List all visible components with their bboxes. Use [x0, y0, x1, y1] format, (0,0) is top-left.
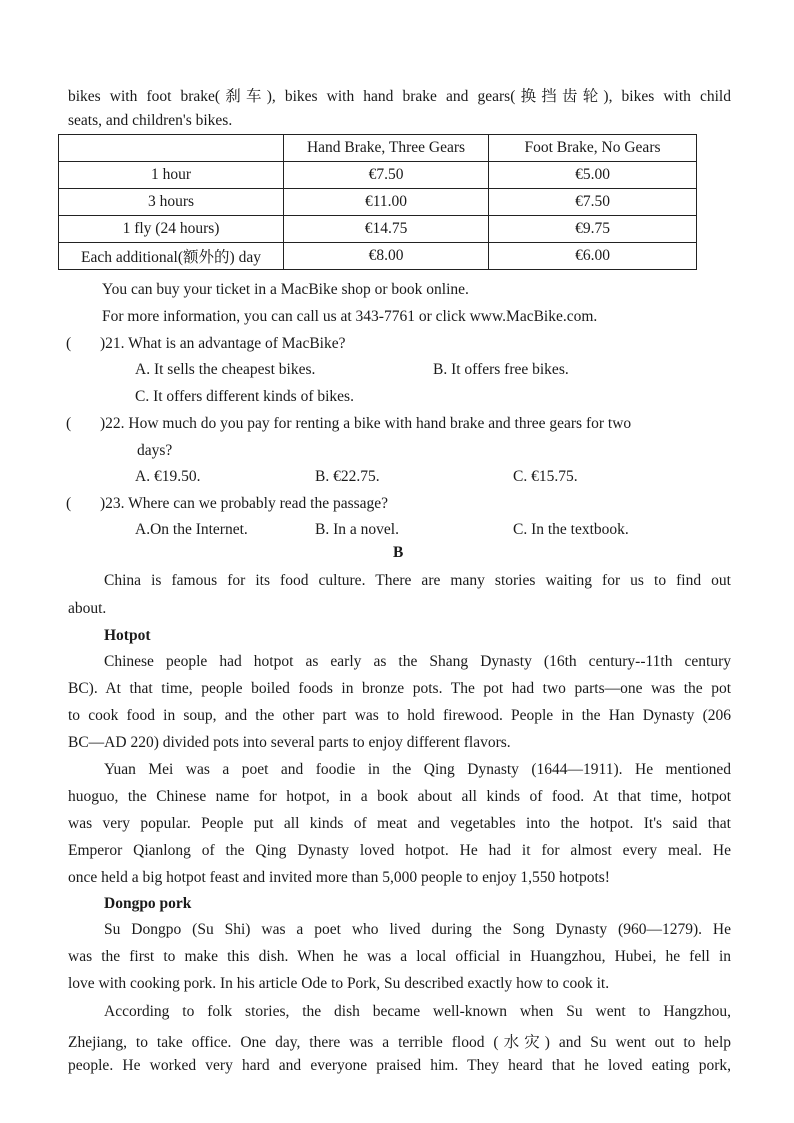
table-cell: 3 hours	[59, 189, 284, 216]
table-cell: 1 hour	[59, 162, 284, 189]
info-line-1: You can buy your ticket in a MacBike shop or book online.	[102, 281, 469, 298]
hotpot-p1-line: Chinese people had hotpot as early as the Shang Dynasty (16th century--11th century	[104, 653, 731, 670]
section-b-label: B	[393, 544, 404, 561]
hotpot-p1-line: BC—AD 220) divided pots into several parts to enjoy different flavors.	[68, 734, 511, 751]
section-b-intro-line-2: about.	[68, 600, 107, 617]
dongpo-p2-line: people. He worked very hard and everyone praised him. They heard that he loved eating pork,	[68, 1057, 731, 1074]
table-header-cell: Foot Brake, No Gears	[489, 135, 697, 162]
answer-blank-22[interactable]: (	[66, 415, 72, 432]
dongpo-p2-line: Zhejiang, to take office. One day, there was a terrible flood (水灾) and Su went out to help	[68, 1034, 731, 1051]
info-line-2: For more information, you can call us at 343-7761 or click www.MacBike.com.	[102, 308, 598, 325]
question-22-option-a: A. €19.50.	[135, 468, 201, 485]
question-22-stem-cont: days?	[137, 442, 173, 459]
table-header-cell	[59, 135, 284, 162]
table-row	[59, 189, 697, 216]
question-21-option-c: C. It offers different kinds of bikes.	[135, 388, 354, 405]
table-cell: €14.75	[284, 216, 489, 243]
hotpot-p2-line: once held a big hotpot feast and invited more than 5,000 people to enjoy 1,550 hotpots!	[68, 869, 610, 886]
question-21-option-b: B. It offers free bikes.	[433, 361, 569, 378]
answer-blank-23[interactable]: (	[66, 495, 72, 512]
table-header-row	[59, 135, 697, 162]
hotpot-p2-line: Yuan Mei was a poet and foodie in the Qing Dynasty (1644—1911). He mentioned	[104, 761, 731, 778]
hotpot-p1-line: to cook food in soup, and the other part was to hold firewood. People in the Han Dynasty (206	[68, 707, 731, 724]
question-23-option-b: B. In a novel.	[315, 521, 399, 538]
question-23-option-c: C. In the textbook.	[513, 521, 629, 538]
table-cell: €7.50	[284, 162, 489, 189]
dongpo-p1-line: was the first to make this dish. When he was a local official in Huangzhou, Hubei, he fell in	[68, 948, 731, 965]
dongpo-heading: Dongpo pork	[104, 895, 192, 912]
question-22-stem: )22. How much do you pay for renting a bike with hand brake and three gears for two	[100, 415, 632, 432]
question-22-option-b: B. €22.75.	[315, 468, 380, 485]
question-22-option-c: C. €15.75.	[513, 468, 578, 485]
table-cell: €7.50	[489, 189, 697, 216]
hotpot-p1-line: BC). At that time, people boiled foods in bronze pots. The pot had two parts—one was the pot	[68, 680, 731, 697]
dongpo-p1-line: Su Dongpo (Su Shi) was a poet who lived during the Song Dynasty (960—1279). He	[104, 921, 731, 938]
answer-blank-21[interactable]: (	[66, 335, 72, 352]
table-cell: 1 fly (24 hours)	[59, 216, 284, 243]
section-b-intro-line-1: China is famous for its food culture. There are many stories waiting for us to find out	[104, 572, 731, 589]
question-21-option-a: A. It sells the cheapest bikes.	[135, 361, 316, 378]
intro-line-1: bikes with foot brake(刹车), bikes with hand brake and gears(换挡齿轮), bikes with child	[68, 88, 731, 105]
intro-line-2: seats, and children's bikes.	[68, 112, 233, 129]
question-23-option-a: A.On the Internet.	[135, 521, 248, 538]
table-header-cell: Hand Brake, Three Gears	[284, 135, 489, 162]
table-cell: €8.00	[284, 243, 489, 270]
table-cell: €9.75	[489, 216, 697, 243]
table-cell: €5.00	[489, 162, 697, 189]
table-cell: €6.00	[489, 243, 697, 270]
table-row	[59, 243, 697, 270]
table-cell: €11.00	[284, 189, 489, 216]
dongpo-p2-line: According to folk stories, the dish became well-known when Su went to Hangzhou,	[104, 1003, 731, 1020]
hotpot-p2-line: was very popular. People put all kinds of meat and vegetables into the hotpot. It's said that	[68, 815, 731, 832]
rental-price-table	[58, 134, 697, 270]
hotpot-p2-line: Emperor Qianlong of the Qing Dynasty loved hotpot. He had it for almost every meal. He	[68, 842, 731, 859]
dongpo-p1-line: love with cooking pork. In his article Ode to Pork, Su described exactly how to cook it.	[68, 975, 610, 992]
hotpot-heading: Hotpot	[104, 627, 151, 644]
table-cell: Each additional(额外的) day	[59, 243, 284, 270]
question-23-stem: )23. Where can we probably read the passage?	[100, 495, 389, 512]
question-21-stem: )21. What is an advantage of MacBike?	[100, 335, 346, 352]
table-row	[59, 216, 697, 243]
hotpot-p2-line: huoguo, the Chinese name for hotpot, in a book about all kinds of food. At that time, hotpot	[68, 788, 731, 805]
table-row	[59, 162, 697, 189]
